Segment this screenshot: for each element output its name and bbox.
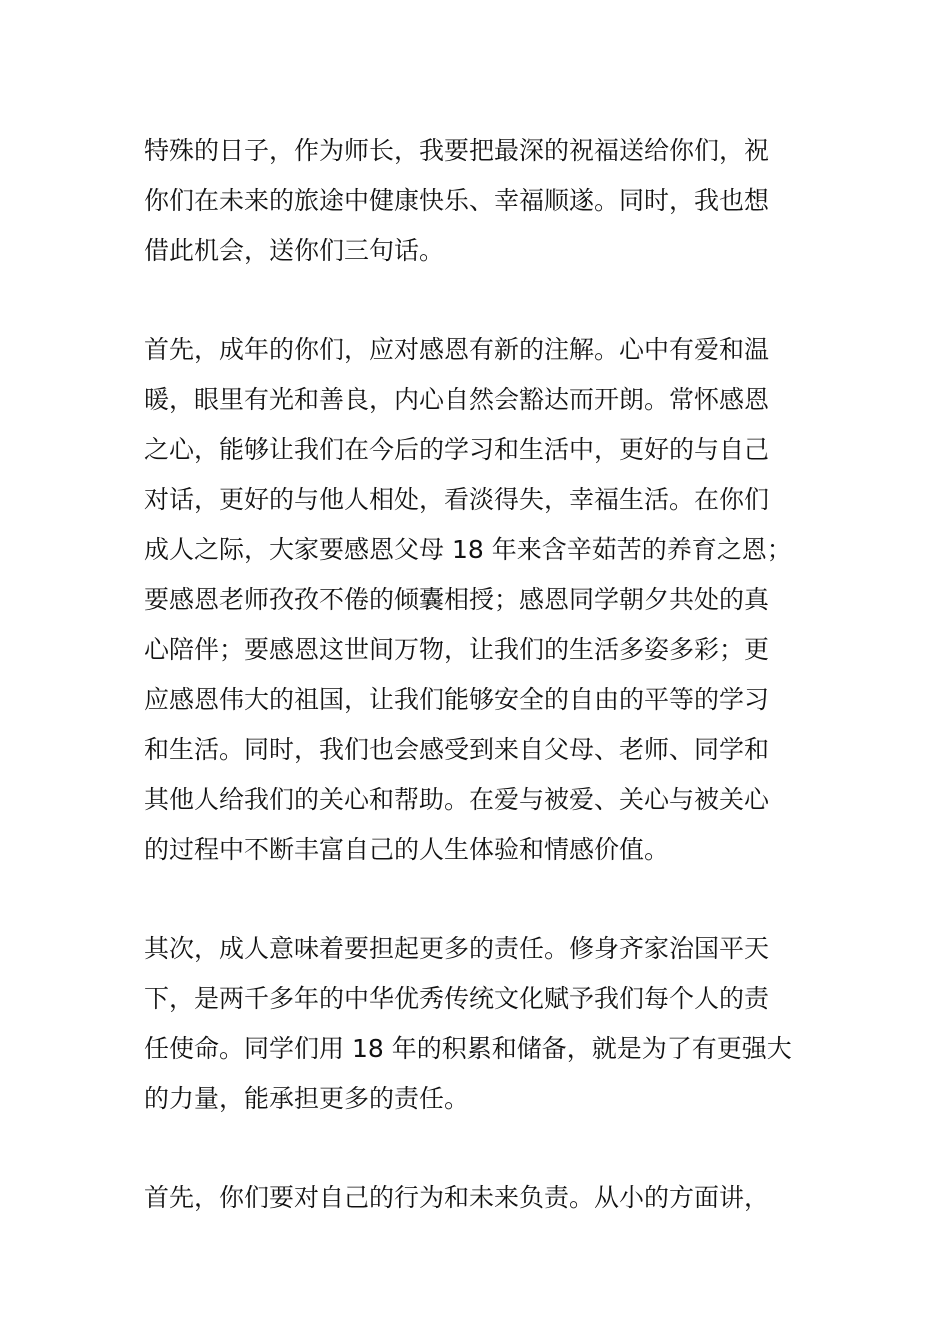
text-line: 要感恩老师孜孜不倦的倾囊相授；感恩同学朝夕共处的真 bbox=[144, 585, 770, 614]
text-line: 你们在未来的旅途中健康快乐、幸福顺遂。同时，我也想 bbox=[144, 186, 770, 215]
text-line: 任使命。同学们用 18 年的积累和储备，就是为了有更强大 bbox=[144, 1034, 792, 1063]
text-line: 和生活。同时，我们也会感受到来自父母、老师、同学和 bbox=[144, 735, 770, 764]
text-line: 暖，眼里有光和善良，内心自然会豁达而开朗。常怀感恩 bbox=[144, 385, 770, 414]
text-line: 特殊的日子，作为师长，我要把最深的祝福送给你们，祝 bbox=[144, 136, 770, 165]
text-line: 首先，成年的你们，应对感恩有新的注解。心中有爱和温 bbox=[144, 335, 770, 364]
paragraph-gratitude bbox=[144, 325, 810, 875]
document-body bbox=[144, 126, 810, 1272]
text-line: 成人之际，大家要感恩父母 18 年来含辛茹苦的养育之恩； bbox=[144, 535, 792, 564]
text-line: 之心，能够让我们在今后的学习和生活中，更好的与自己 bbox=[144, 435, 770, 464]
text-line: 其他人给我们的关心和帮助。在爱与被爱、关心与被关心 bbox=[144, 785, 770, 814]
text-line: 的过程中不断丰富自己的人生体验和情感价值。 bbox=[144, 835, 670, 864]
text-line: 下，是两千多年的中华优秀传统文化赋予我们每个人的责 bbox=[144, 984, 770, 1013]
text-line: 借此机会，送你们三句话。 bbox=[144, 236, 445, 265]
text-line: 的力量，能承担更多的责任。 bbox=[144, 1084, 470, 1113]
paragraph-blessing bbox=[144, 126, 810, 276]
paragraph-responsibility bbox=[144, 924, 810, 1124]
text-line: 其次，成人意味着要担起更多的责任。修身齐家治国平天 bbox=[144, 934, 770, 963]
text-line: 对话，更好的与他人相处，看淡得失，幸福生活。在你们 bbox=[144, 485, 770, 514]
text-line: 心陪伴；要感恩这世间万物，让我们的生活多姿多彩；更 bbox=[144, 635, 770, 664]
text-line: 首先，你们要对自己的行为和未来负责。从小的方面讲， bbox=[144, 1183, 770, 1212]
text-line: 应感恩伟大的祖国，让我们能够安全的自由的平等的学习 bbox=[144, 685, 770, 714]
paragraph-self-responsibility bbox=[144, 1173, 810, 1223]
